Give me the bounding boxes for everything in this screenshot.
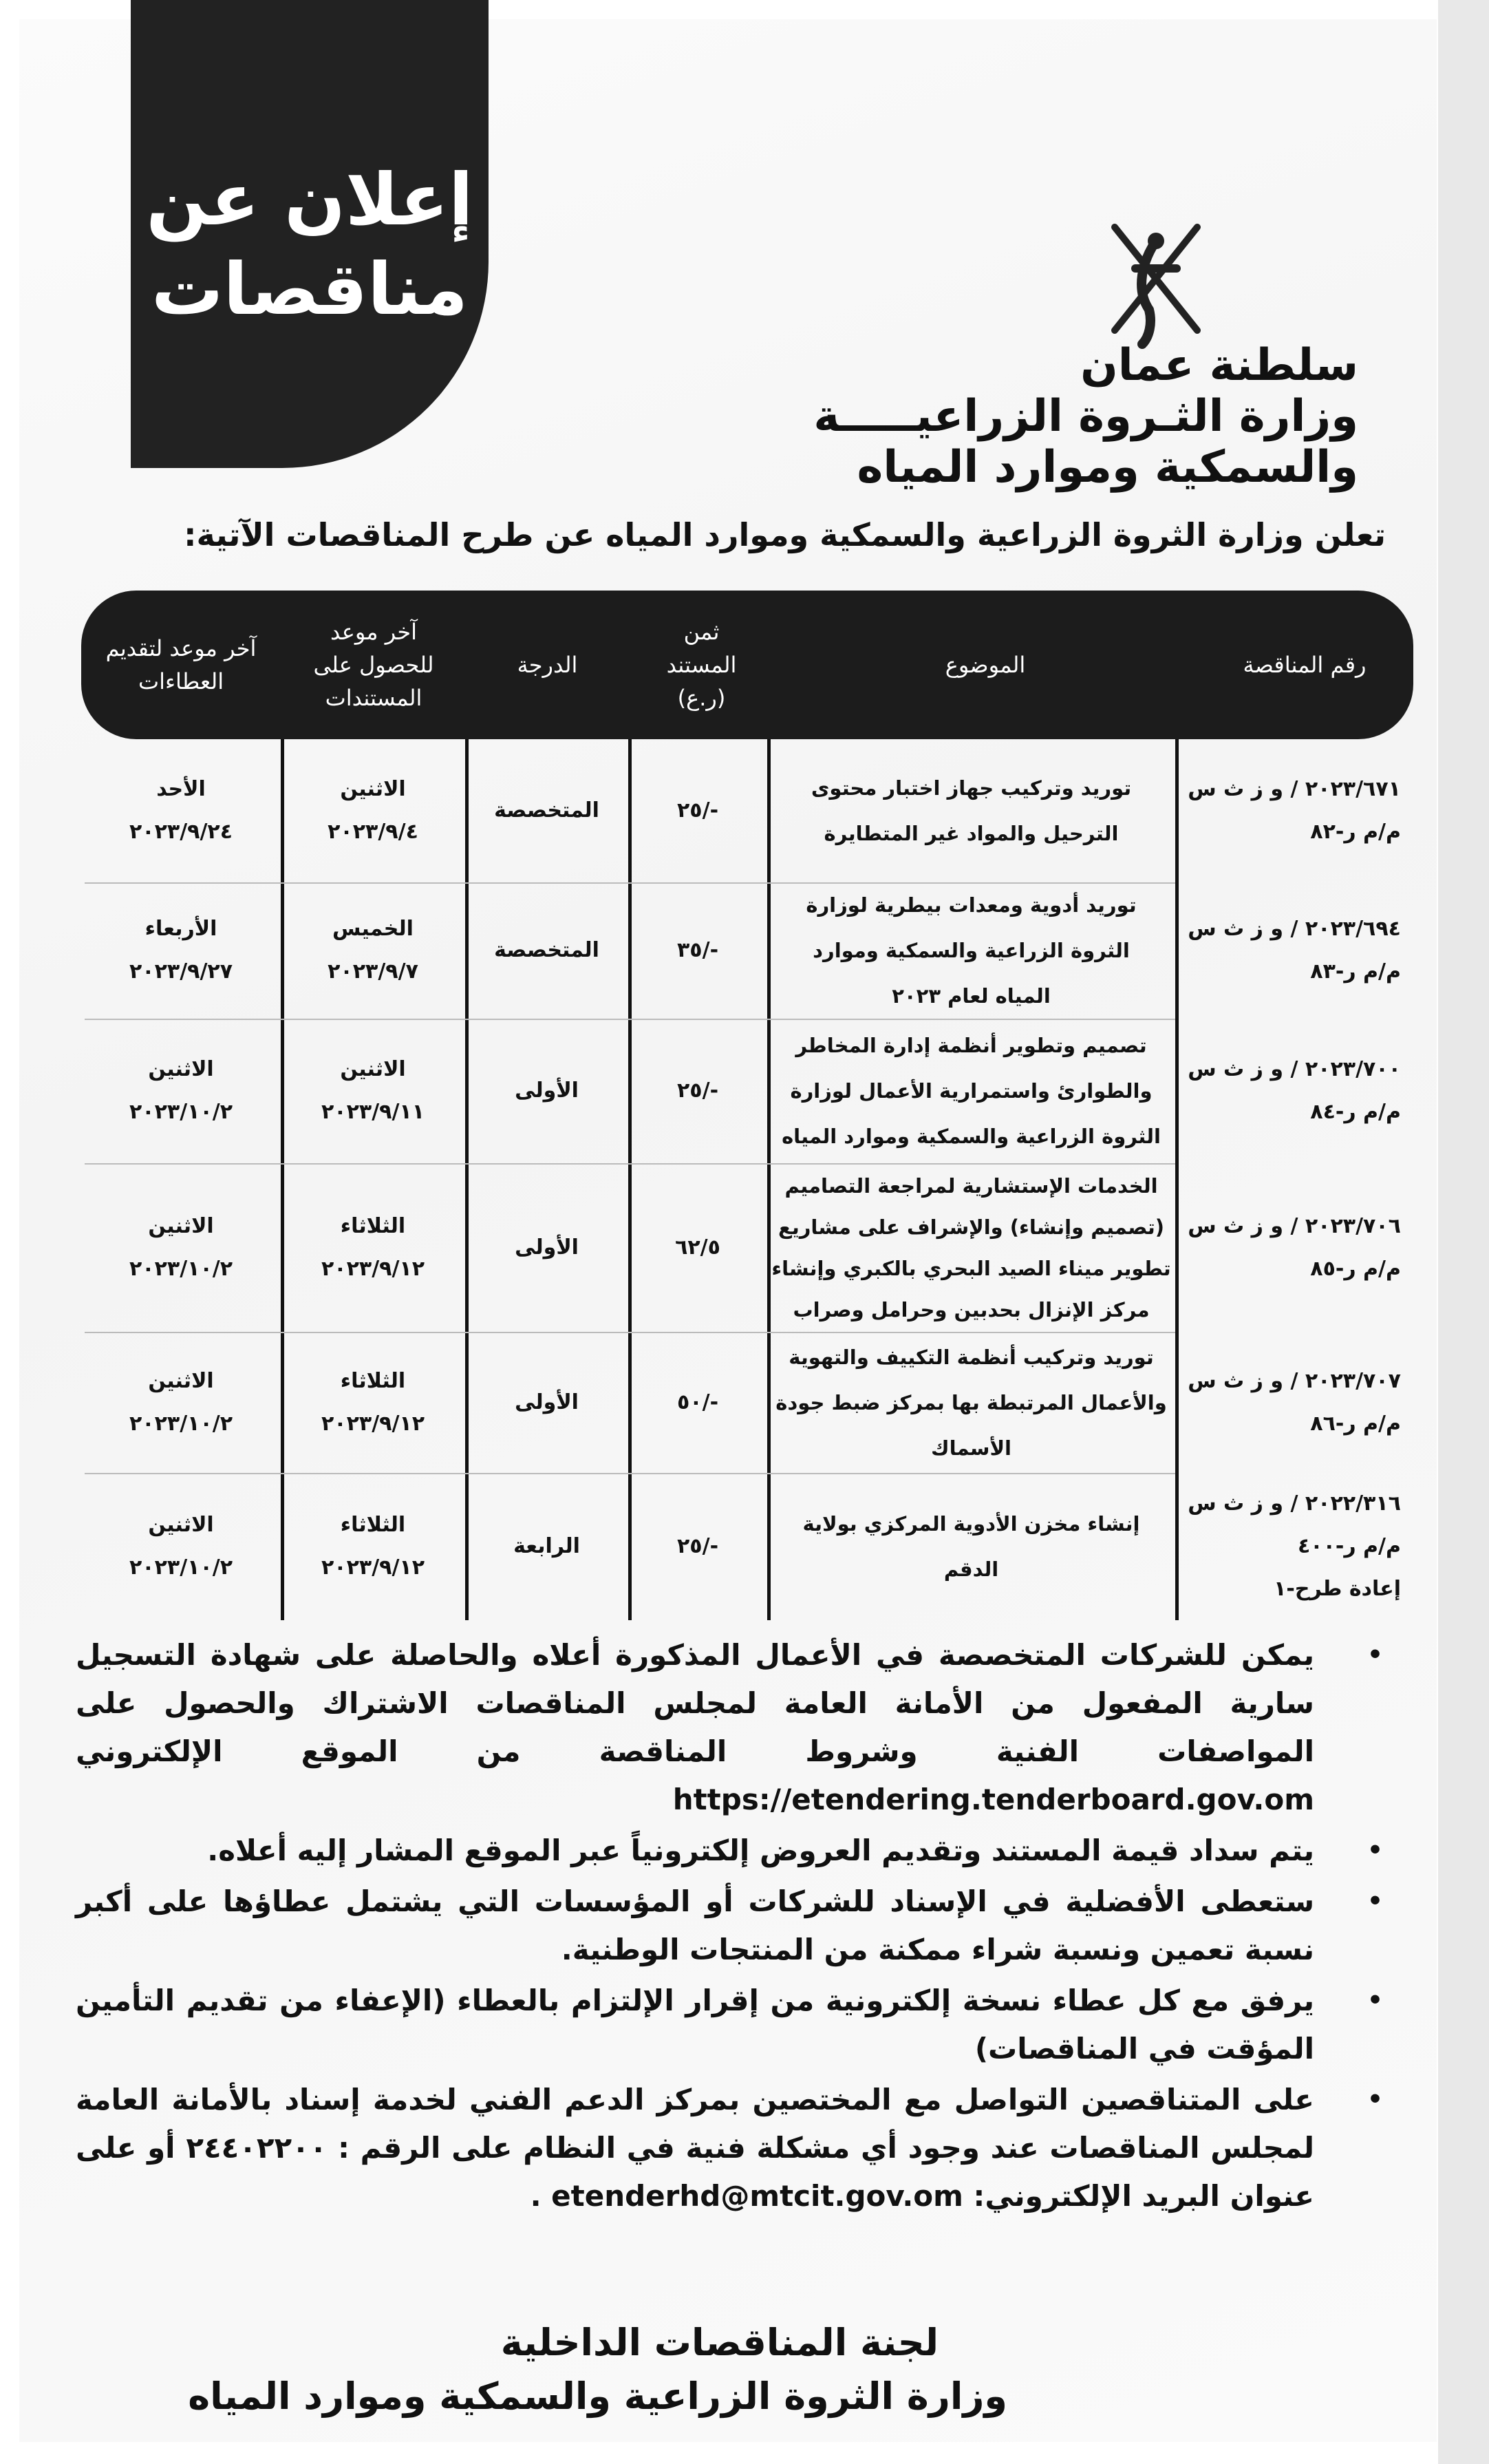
oman-khanjar-emblem-icon	[1101, 213, 1211, 351]
tender-number: ٢٠٢٣/٧٠٠ / و ز ث س م/م ر-٨٤	[1188, 1057, 1401, 1124]
docs-deadline-day: الاثنين	[340, 1057, 406, 1081]
bid-deadline	[81, 1163, 281, 1332]
bid-deadline-day: الاثنين	[148, 1513, 214, 1537]
docs-deadline	[281, 1019, 465, 1163]
country-name: سلطنة عمان	[1080, 340, 1358, 391]
contractor-grade: المتخصصة	[494, 798, 599, 822]
header-bid-deadline: آخر موعد لتقديم العطاءات	[105, 635, 257, 694]
header-docs-deadline: آخر موعد للحصول على المستندات	[313, 619, 434, 711]
bid-deadline-day: الأربعاء	[144, 917, 217, 941]
bid-deadline-day: الأحد	[156, 777, 206, 801]
bid-deadline-date: ٢٠٢٣/١٠/٢	[129, 1555, 233, 1580]
ministry-name-line-2: والسمكية وموارد المياه	[857, 442, 1358, 493]
table-row	[81, 1019, 1413, 1163]
contractor-grade: الأولى	[515, 1079, 579, 1103]
header-number: رقم المناقصة	[1243, 652, 1367, 678]
bid-deadline-day: الاثنين	[148, 1057, 214, 1081]
docs-deadline-date: ٢٠٢٣/٩/٧	[328, 959, 418, 984]
footer-ministry: وزارة الثروة الزراعية والسمكية وموارد المياه	[188, 2375, 1007, 2418]
header-subject: الموضوع	[945, 652, 1026, 678]
contractor-grade: المتخصصة	[494, 938, 599, 962]
tender-number: ٢٠٢٣/٧٠٧ / و ز ث س م/م ر-٨٦	[1188, 1368, 1401, 1436]
tender-subject: توريد أدوية ومعدات بيطرية لوزارة الثروة الزراعية والسمكية وموارد المياه لعام ٢٠٢٣	[806, 893, 1137, 1008]
bid-deadline	[81, 739, 281, 882]
docs-deadline	[281, 1473, 465, 1620]
bid-deadline	[81, 882, 281, 1019]
table-row	[81, 1332, 1413, 1473]
docs-deadline-date: ٢٠٢٣/٩/١١	[321, 1100, 425, 1124]
table-row	[81, 1163, 1413, 1332]
notes-list	[76, 1631, 1383, 2223]
title-banner	[131, 0, 489, 468]
note-registration: • يمكن للشركات المتخصصة في الأعمال المذكورة أعلاه والحاصلة على شهادة التسجيل سارية المفعول من الأمانة العامة لمجلس المناقصات الاشتراك والحصول على المواصفات الفنية وشروط المناقصة من الموقع الإلكتروني https://etendering.tenderboard.gov.om	[76, 1631, 1383, 1824]
docs-deadline	[281, 882, 465, 1019]
docs-deadline	[281, 739, 465, 882]
bid-deadline	[81, 1473, 281, 1620]
bid-deadline	[81, 1019, 281, 1163]
docs-deadline-day: الاثنين	[340, 777, 406, 801]
bid-deadline	[81, 1332, 281, 1473]
note-payment: • يتم سداد قيمة المستند وتقديم العروض إلكترونياً عبر الموقع المشار إليه أعلاه.	[76, 1827, 1383, 1875]
bid-deadline-date: ٢٠٢٣/١٠/٢	[129, 1100, 233, 1124]
docs-deadline-date: ٢٠٢٣/٩/١٢	[321, 1555, 425, 1580]
table-row	[81, 739, 1413, 882]
table-header	[81, 591, 1413, 739]
header-price: ثمن المستند (ر.ع)	[666, 619, 737, 711]
contractor-grade: الرابعة	[513, 1534, 580, 1558]
docs-deadline-day: الخميس	[332, 917, 414, 941]
document-price: -/٢٥	[676, 798, 719, 822]
bid-deadline-date: ٢٠٢٣/٩/٢٧	[129, 959, 233, 984]
tender-subject: توريد وتركيب جهاز اختبار محتوى الترحيل والمواد غير المتطايرة	[811, 776, 1132, 845]
docs-deadline-day: الثلاثاء	[340, 1368, 406, 1393]
docs-deadline-day: الثلاثاء	[340, 1213, 406, 1238]
title-line-1: إعلان عن	[146, 158, 473, 242]
table-row	[81, 882, 1413, 1019]
bid-deadline-date: ٢٠٢٣/١٠/٢	[129, 1256, 233, 1281]
intro-text: تعلن وزارة الثروة الزراعية والسمكية وموارد المياه عن طرح المناقصات الآتية:	[184, 516, 1386, 553]
docs-deadline-date: ٢٠٢٣/٩/٤	[328, 820, 418, 844]
docs-deadline-date: ٢٠٢٣/٩/١٢	[321, 1256, 425, 1281]
title-line-2: مناقصات	[151, 247, 469, 331]
docs-deadline-date: ٢٠٢٣/٩/١٢	[321, 1411, 425, 1436]
tender-number: ٢٠٢٣/٧٠٦ / و ز ث س م/م ر-٨٥	[1188, 1213, 1401, 1281]
tender-number: ٢٠٢٢/٣١٦ / و ز ث س م/م ر-٤٠٠ إعادة طرح-١	[1188, 1491, 1401, 1601]
note-preference: • ستعطى الأفضلية في الإسناد للشركات أو المؤسسات التي يشتمل عطاؤها على أكبر نسبة تعمين ونسبة شراء ممكنة من المنتجات الوطنية.	[76, 1878, 1383, 1974]
document-price: ٦٢/٥	[675, 1235, 720, 1260]
tender-subject: إنشاء مخزن الأدوية المركزي بولاية الدقم	[802, 1512, 1140, 1581]
note-commitment: • يرفق مع كل عطاء نسخة إلكترونية من إقرار الإلتزام بالعطاء (الإعفاء من تقديم التأمين المؤقت في المناقصات)	[76, 1977, 1383, 2073]
bid-deadline-day: الاثنين	[148, 1368, 214, 1393]
docs-deadline	[281, 1332, 465, 1473]
tender-subject: توريد وتركيب أنظمة التكييف والتهوية والأعمال المرتبطة بها بمركز ضبط جودة الأسماك	[775, 1345, 1167, 1460]
document-price: -/٥٠	[676, 1390, 719, 1414]
table-row	[81, 1473, 1413, 1620]
ministry-name-line-1: وزارة الثـروة الزراعيـــــة	[813, 391, 1358, 442]
bid-deadline-day: الاثنين	[148, 1213, 214, 1238]
header-grade: الدرجة	[517, 652, 578, 678]
document-price: -/٣٥	[676, 938, 719, 962]
tender-subject: الخدمات الإستشارية لمراجعة التصاميم (تصميم وإنشاء) والإشراف على مشاريع تطوير ميناء الصيد البحري بالكبري وإنشاء مركز الإنزال بحدبين وحرامل وصراب	[771, 1173, 1171, 1321]
document-price: -/٢٥	[676, 1534, 719, 1558]
tender-subject: تصميم وتطوير أنظمة إدارة المخاطر والطوارئ واستمرارية الأعمال لوزارة الثروة الزراعية والسمكية وموارد المياه	[782, 1034, 1161, 1148]
bid-deadline-date: ٢٠٢٣/١٠/٢	[129, 1411, 233, 1436]
contractor-grade: الأولى	[515, 1235, 579, 1260]
bid-deadline-date: ٢٠٢٣/٩/٢٤	[129, 820, 233, 844]
note-support-contact: • على المتناقصين التواصل مع المختصين بمركز الدعم الفني لخدمة إسناد بالأمانة العامة لمجلس المناقصات عند وجود أي مشكلة فنية في النظام على الرقم : ٢٤٤٠٢٢٠٠ أو على عنوان البريد الإلكتروني: etenderhd@mtcit.gov.om .	[76, 2076, 1383, 2220]
footer-committee: لجنة المناقصات الداخلية	[500, 2321, 939, 2364]
docs-deadline	[281, 1163, 465, 1332]
docs-deadline-day: الثلاثاء	[340, 1513, 406, 1537]
document-price: -/٢٥	[676, 1079, 719, 1103]
contractor-grade: الأولى	[515, 1390, 579, 1414]
page-edge	[1438, 0, 1489, 2464]
tender-number: ٢٠٢٣/٦٩٤ / و ز ث س م/م ر-٨٣	[1188, 917, 1401, 984]
tender-number: ٢٠٢٣/٦٧١ / و ز ث س م/م ر-٨٢	[1188, 777, 1401, 844]
